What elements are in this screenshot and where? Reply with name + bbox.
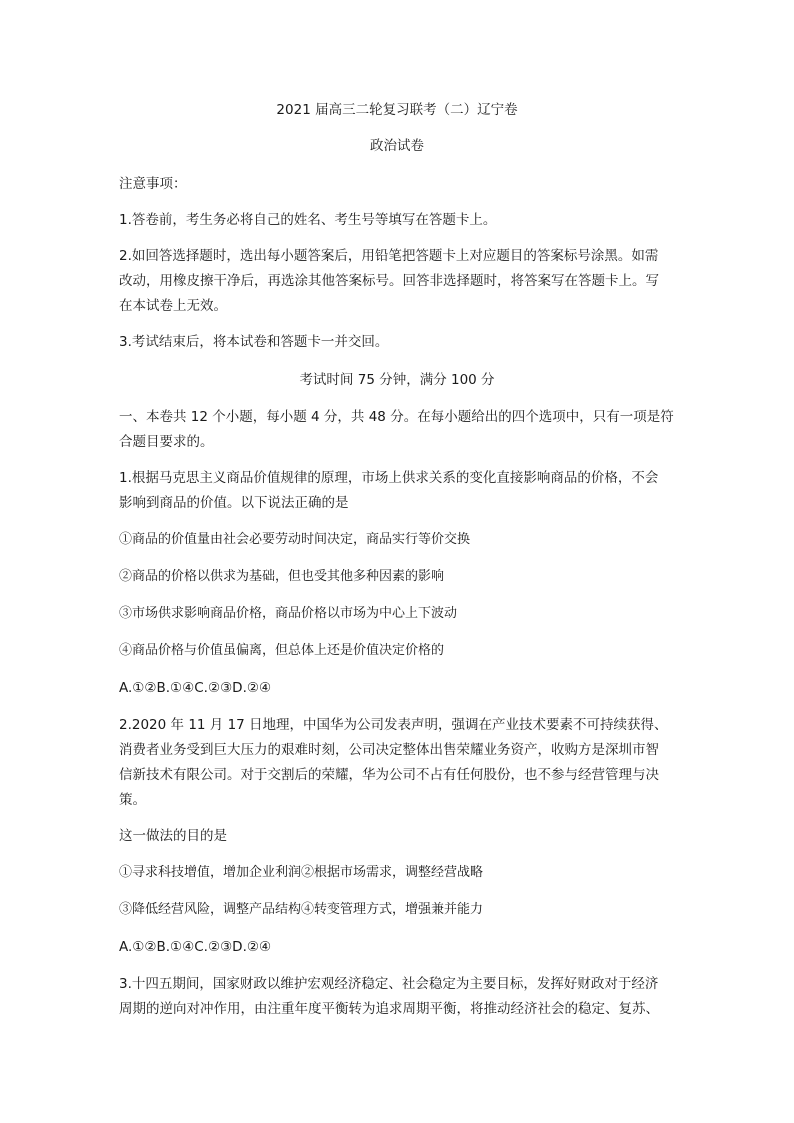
q2-stem: 消费者业务受到巨大压力的艰难时刻，公司决定整体出售荣耀业务资产，收购方是深圳市智 bbox=[119, 742, 659, 758]
exam-info: 考试时间 75 分钟，满分 100 分 bbox=[299, 372, 495, 388]
note-item: 2.如回答选择题时，选出每小题答案后，用铅笔把答题卡上对应题目的答案标号涂黑。如需 bbox=[119, 248, 659, 264]
subject-title: 政治试卷 bbox=[370, 138, 424, 154]
q1-options: A.①②B.①④C.②③D.②④ bbox=[119, 680, 272, 696]
q1-statement: ②商品的价格以供求为基础，但也受其他多种因素的影响 bbox=[119, 569, 445, 584]
q3-stem: 3.十四五期间，国家财政以维护宏观经济稳定、社会稳定为主要目标，发挥好财政对于经济 bbox=[119, 976, 659, 992]
q2-stem: 信新技术有限公司。对于交割后的荣耀，华为公司不占有任何股份，也不参与经营管理与决 bbox=[119, 767, 659, 783]
note-item: 改动，用橡皮擦干净后，再选涂其他答案标号。回答非选择题时，将答案写在答题卡上。写 bbox=[119, 273, 659, 289]
q1-stem: 影响到商品的价值。以下说法正确的是 bbox=[119, 495, 349, 511]
q1-statement: ①商品的价值量由社会必要劳动时间决定，商品实行等价交换 bbox=[119, 532, 471, 547]
exam-title: 2021 届高三二轮复习联考（二）辽宁卷 bbox=[276, 102, 518, 118]
note-item: 在本试卷上无效。 bbox=[119, 298, 227, 314]
note-item: 1.答卷前，考生务必将自己的姓名、考生号等填写在答题卡上。 bbox=[119, 212, 497, 228]
q2-stem: 策。 bbox=[119, 792, 146, 808]
q2-stem: 2.2020 年 11 月 17 日地理，中国华为公司发表声明，强调在产业技术要素不可持续获得、 bbox=[119, 717, 668, 733]
q2-options: A.①②B.①④C.②③D.②④ bbox=[119, 939, 272, 955]
section-intro: 一、本卷共 12 个小题，每小题 4 分，共 48 分。在每小题给出的四个选项中，只有一项是符 bbox=[119, 409, 674, 425]
note-item: 3.考试结束后，将本试卷和答题卡一并交回。 bbox=[119, 334, 389, 350]
q2-statement: ①寻求科技增值，增加企业利润②根据市场需求，调整经营战略 bbox=[119, 865, 484, 880]
notes-heading: 注意事项： bbox=[119, 176, 187, 192]
q2-question: 这一做法的目的是 bbox=[119, 828, 227, 844]
section-intro: 合题目要求的。 bbox=[119, 434, 214, 450]
q1-statement: ③市场供求影响商品价格，商品价格以市场为中心上下波动 bbox=[119, 606, 458, 621]
q3-stem: 周期的逆向对冲作用，由注重年度平衡转为追求周期平衡，将推动经济社会的稳定、复苏、 bbox=[119, 1001, 659, 1017]
q2-statement: ③降低经营风险，调整产品结构④转变管理方式，增强兼并能力 bbox=[119, 902, 484, 917]
q1-stem: 1.根据马克思主义商品价值规律的原理，市场上供求关系的变化直接影响商品的价格，不会 bbox=[119, 470, 659, 486]
q1-statement: ④商品价格与价值虽偏离，但总体上还是价值决定价格的 bbox=[119, 643, 445, 658]
